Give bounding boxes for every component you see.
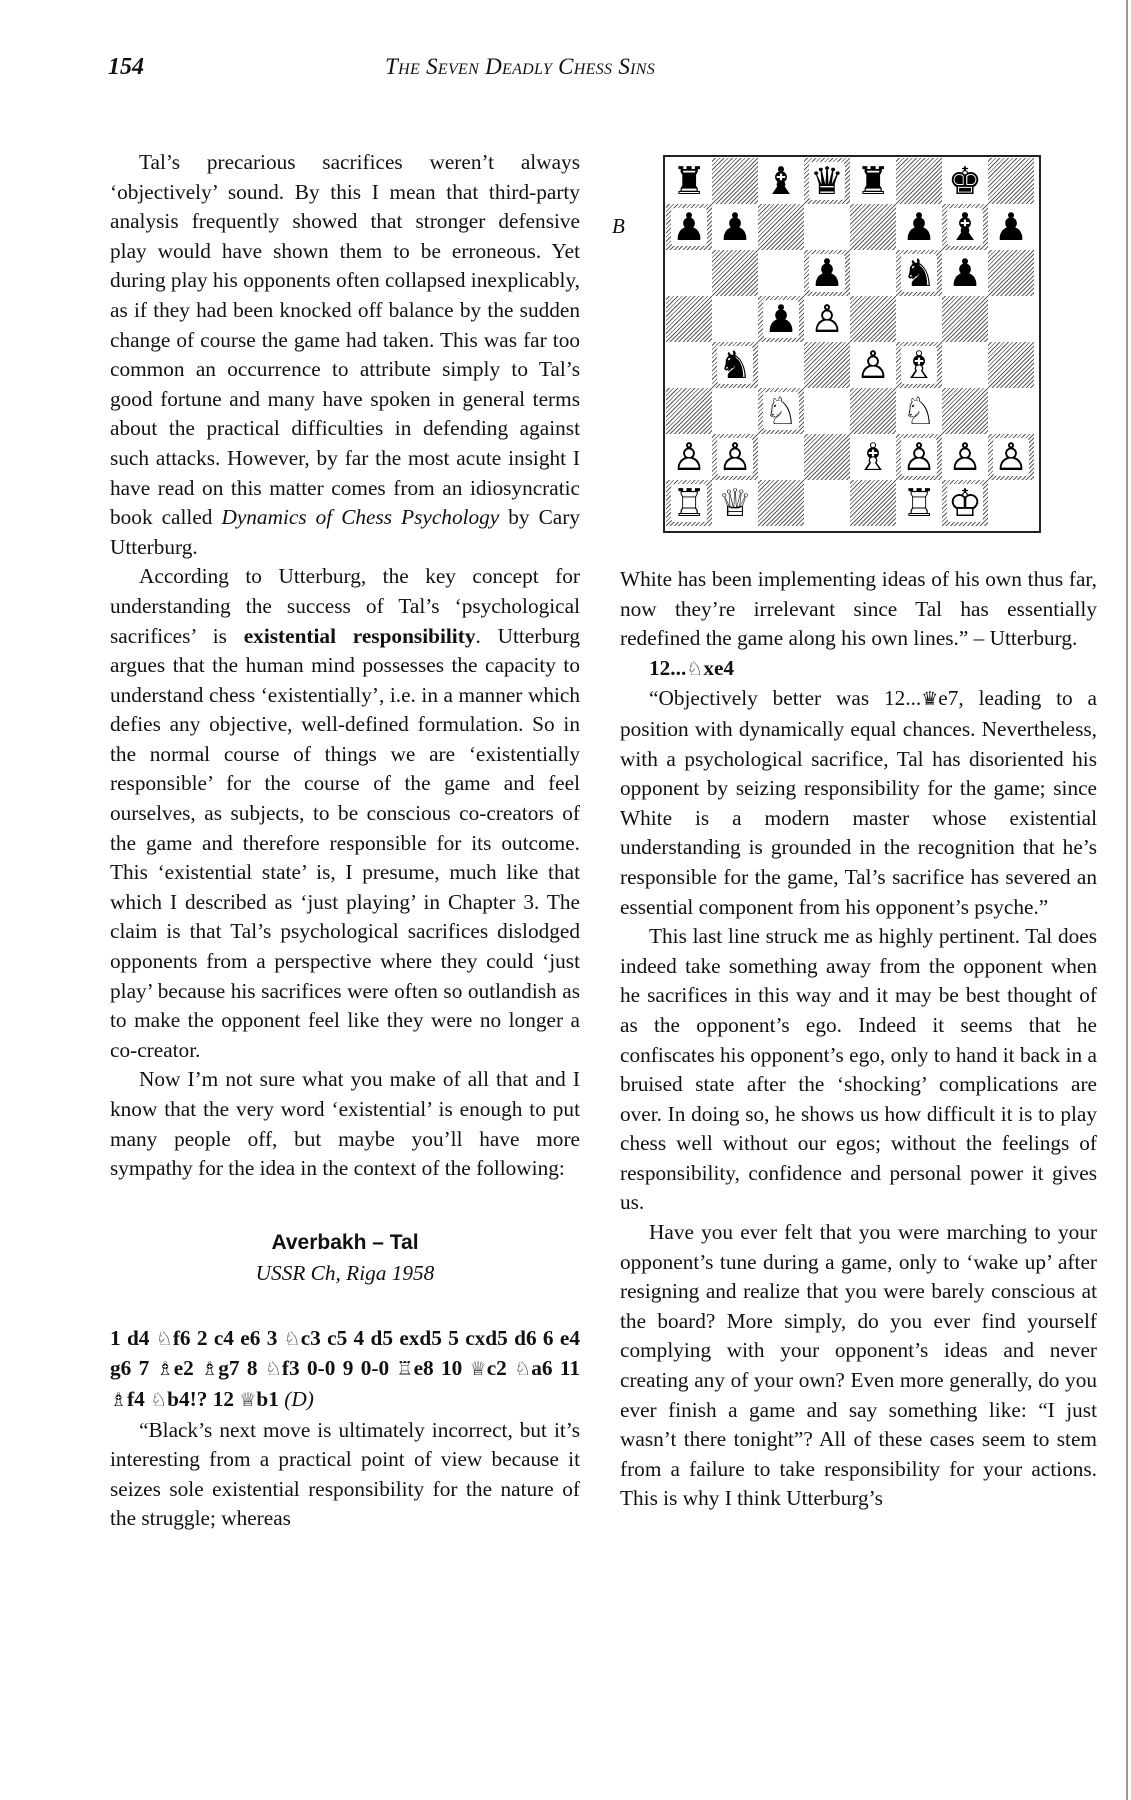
square-b4	[712, 342, 758, 388]
square-b6	[712, 250, 758, 296]
square-c1	[758, 480, 804, 526]
paragraph: According to Utterburg, the key concept for understanding the success of Tal’s ‘psychological sacrifices’ is existential responsibility. Utterburg argues that the human mind possesses the capacity to understand chess ‘existentially’, i.e. in a manner which defies any objective, well-defined formulation. So in the normal course of things we are ‘existentially responsible’ for the course of the game and feel ourselves, as subjects, to be conscious co-creators of the game and therefore responsible for its outcome. This ‘existential state’ is, I presume, much like that which I described as ‘just playing’ in Chapter 3. The claim is that Tal’s psychological sacrifices dislodged opponents from a perspective where they could ‘just play’ because his sacrifices were often so outlandish as to make the opponent feel like they were no longer a co-creator.	[110, 564, 580, 1062]
square-d2	[804, 434, 850, 480]
square-h8	[988, 158, 1034, 204]
book-title: The Seven Deadly Chess Sins	[385, 54, 656, 79]
white-pawn-icon: ♙	[993, 435, 1029, 479]
square-b5	[712, 296, 758, 342]
rook-icon: ♖	[396, 1358, 414, 1381]
queen-icon: ♛	[921, 688, 939, 711]
square-g6	[942, 250, 988, 296]
square-d7	[804, 204, 850, 250]
square-a3	[666, 388, 712, 434]
side-to-move-label: B	[612, 214, 625, 238]
square-h4	[988, 342, 1034, 388]
square-e1	[850, 480, 896, 526]
queen-icon: ♕	[239, 1388, 257, 1411]
white-pawn-icon: ♙	[809, 297, 845, 341]
move-text: f6 2 c4 e6 3	[172, 1325, 284, 1350]
square-e3	[850, 388, 896, 434]
move-text: a6 11	[531, 1356, 581, 1381]
bishop-icon: ♗	[201, 1358, 219, 1381]
bishop-icon: ♗	[156, 1358, 174, 1381]
square-f6	[896, 250, 942, 296]
square-g5	[942, 296, 988, 342]
square-e2	[850, 434, 896, 480]
game-header	[110, 1228, 580, 1288]
square-d5	[804, 296, 850, 342]
square-g8	[942, 158, 988, 204]
white-rook-icon: ♖	[671, 481, 707, 525]
chess-board	[663, 155, 1041, 533]
move-text: b4!? 12	[167, 1386, 240, 1411]
square-h2	[988, 434, 1034, 480]
square-e8	[850, 158, 896, 204]
square-e4	[850, 342, 896, 388]
black-rook-icon: ♜	[671, 159, 707, 203]
square-a4	[666, 342, 712, 388]
square-g2	[942, 434, 988, 480]
square-c4	[758, 342, 804, 388]
black-pawn-icon: ♟	[947, 251, 983, 295]
white-king-icon: ♔	[947, 481, 983, 525]
black-queen-icon: ♛	[809, 159, 845, 203]
square-a8	[666, 158, 712, 204]
square-b3	[712, 388, 758, 434]
white-pawn-icon: ♙	[717, 435, 753, 479]
white-pawn-icon: ♙	[855, 343, 891, 387]
white-pawn-icon: ♙	[901, 435, 937, 479]
square-e5	[850, 296, 896, 342]
square-e7	[850, 204, 896, 250]
square-d4	[804, 342, 850, 388]
white-pawn-icon: ♙	[671, 435, 707, 479]
game-move-heading: 12...♘xe4	[649, 655, 735, 680]
move-text: f3 0-0 9 0-0	[281, 1356, 397, 1381]
square-c8	[758, 158, 804, 204]
black-pawn-icon: ♟	[993, 205, 1029, 249]
white-queen-icon: ♕	[717, 481, 753, 525]
move-text: c3 c5 4 d5 exd5 5 cxd5 d6 6 e4 g6 7	[110, 1325, 580, 1381]
black-pawn-icon: ♟	[717, 205, 753, 249]
square-a2	[666, 434, 712, 480]
square-d1	[804, 480, 850, 526]
game-moves	[110, 1324, 580, 1416]
left-column	[110, 148, 580, 1534]
black-rook-icon: ♜	[855, 159, 891, 203]
move-text: b1	[256, 1386, 279, 1411]
square-d6	[804, 250, 850, 296]
square-g3	[942, 388, 988, 434]
square-c5	[758, 296, 804, 342]
square-b7	[712, 204, 758, 250]
square-c3	[758, 388, 804, 434]
square-a1	[666, 480, 712, 526]
square-f7	[896, 204, 942, 250]
square-f3	[896, 388, 942, 434]
move-text: 1 d4	[110, 1325, 156, 1350]
knight-icon: ♘	[514, 1358, 532, 1381]
black-knight-icon: ♞	[717, 343, 753, 387]
game-event: USSR Ch, Riga 1958	[255, 1260, 435, 1285]
square-b2	[712, 434, 758, 480]
paragraph: Now I’m not sure what you make of all that and I know that the very word ‘existential’ is enough to put many people off, but maybe you’ll have more sympathy for the idea in the context of the following:	[110, 1067, 580, 1181]
square-h6	[988, 250, 1034, 296]
square-h3	[988, 388, 1034, 434]
square-b8	[712, 158, 758, 204]
black-king-icon: ♚	[947, 159, 983, 203]
square-d8	[804, 158, 850, 204]
scan-page-edge	[1126, 0, 1128, 1800]
knight-icon: ♘	[155, 1327, 173, 1350]
square-f5	[896, 296, 942, 342]
white-pawn-icon: ♙	[947, 435, 983, 479]
paragraph: This last line struck me as highly pertinent. Tal does indeed take something away from the opponent when he sacrifices in this way and it may be best thought of as the opponent’s ego. Indeed it seems that he confiscates his opponent’s ego, only to hand it back in a bruised state after the ‘shocking’ complications are over. In doing so, he shows us how difficult it is to play chess well without our egos; without the feelings of responsibility, confidence and personal power it gives us.	[620, 924, 1097, 1215]
square-a5	[666, 296, 712, 342]
square-f8	[896, 158, 942, 204]
key-term: existential responsibility	[243, 623, 476, 648]
paragraph: Tal’s precarious sacrifices weren’t always ‘objectively’ sound. By this I mean that third-party analysis frequently showed that stronger defensive play would have shown them to be erroneous. Yet during play his opponents often collapsed inexplicably, as if they had been knocked off balance by the sudden change of course the game had taken. This was far too common an occurrence to attribute simply to Tal’s good fortune and many have spoken in general terms about the practical difficulties in defending against such attacks. However, by far the most acute insight I have read on this matter comes from an idiosyncratic book called Dynamics of Chess Psychology by Cary Utterburg.	[110, 150, 581, 559]
knight-icon: ♘	[150, 1388, 168, 1411]
game-players: Averbakh – Tal	[271, 1230, 419, 1254]
square-f4	[896, 342, 942, 388]
black-pawn-icon: ♟	[763, 297, 799, 341]
black-bishop-icon: ♝	[763, 159, 799, 203]
white-rook-icon: ♖	[901, 481, 937, 525]
square-h7	[988, 204, 1034, 250]
square-c2	[758, 434, 804, 480]
white-knight-icon: ♘	[901, 389, 937, 433]
move-text: e8 10	[413, 1356, 470, 1381]
black-knight-icon: ♞	[901, 251, 937, 295]
white-bishop-icon: ♗	[901, 343, 937, 387]
cited-book-title: Dynamics of Chess Psychology	[221, 505, 500, 530]
paragraph: “Objectively better was 12...♛e7, leading to a position with dynamically equal chances. Nevertheless, with a psychological sacrifice, Tal has disoriented his opponent by seizing responsibility for the game; since White is a modern master whose existential understanding is grounded in the recognition that he’s responsible for the game, Tal’s sacrifice has severed an essential component from his opponent’s psyche.”	[620, 686, 1097, 919]
knight-icon: ♘	[264, 1358, 282, 1381]
move-text: f4	[127, 1386, 151, 1411]
square-g4	[942, 342, 988, 388]
white-knight-icon: ♘	[763, 389, 799, 433]
knight-icon: ♘	[686, 657, 704, 680]
square-a7	[666, 204, 712, 250]
paragraph: White has been implementing ideas of his own thus far, now they’re irrelevant since Tal has essentially redefined the game along his own lines.” – Utterburg.	[620, 567, 1097, 651]
square-f2	[896, 434, 942, 480]
square-h5	[988, 296, 1034, 342]
bishop-icon: ♗	[110, 1388, 128, 1411]
square-g7	[942, 204, 988, 250]
move-text: c2	[486, 1356, 515, 1381]
black-pawn-icon: ♟	[901, 205, 937, 249]
running-head	[0, 54, 1131, 94]
knight-icon: ♘	[283, 1327, 301, 1350]
black-pawn-icon: ♟	[809, 251, 845, 295]
square-c7	[758, 204, 804, 250]
move-text: e2	[173, 1356, 202, 1381]
diagram-marker: (D)	[284, 1386, 314, 1411]
square-a6	[666, 250, 712, 296]
page-number: 154	[108, 54, 144, 80]
queen-icon: ♕	[469, 1358, 487, 1381]
right-column	[620, 565, 1097, 1514]
black-pawn-icon: ♟	[671, 205, 707, 249]
paragraph: Have you ever felt that you were marching to your opponent’s tune during a game, only to ‘wake up’ after resigning and realize that you were barely conscious at the board? More simply, do you ever find yourself complying with your opponent’s ideas and never creating any of your own? Even more generally, do you ever finish a game and say something like: “I just wasn’t there tonight”? All of these cases seem to stem from a failure to take responsibility for your actions. This is why I think Utterburg’s	[620, 1220, 1097, 1511]
square-e6	[850, 250, 896, 296]
move-text: g7 8	[218, 1356, 265, 1381]
square-g1	[942, 480, 988, 526]
white-bishop-icon: ♗	[855, 435, 891, 479]
paragraph: “Black’s next move is ultimately incorrect, but it’s interesting from a practical point of view because it seizes sole existential responsibility for the nature of the struggle; whereas	[110, 1417, 580, 1531]
square-h1	[988, 480, 1034, 526]
square-d3	[804, 388, 850, 434]
chess-diagram	[612, 152, 1092, 532]
black-bishop-icon: ♝	[947, 205, 983, 249]
square-b1	[712, 480, 758, 526]
square-c6	[758, 250, 804, 296]
square-f1	[896, 480, 942, 526]
